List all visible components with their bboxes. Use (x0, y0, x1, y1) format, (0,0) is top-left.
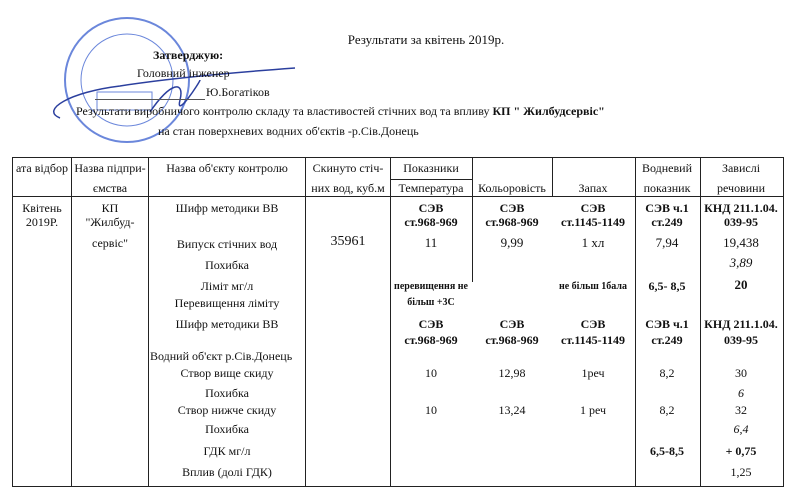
col-line (552, 157, 553, 197)
cell: 30 (735, 366, 747, 380)
col-line (700, 157, 701, 487)
cell: 6,5-8,5 (650, 444, 684, 458)
col-line (305, 157, 306, 487)
cell: 1,25 (730, 465, 752, 479)
cell: ст.249 (651, 215, 683, 229)
cell: КНД 211.1.04. (704, 201, 778, 215)
col-suspended: Завислі (721, 161, 761, 175)
subtitle-company: КП " Жилбудсервіс" (492, 104, 605, 118)
col-line (71, 157, 72, 487)
date-year: 2019Р. (25, 215, 59, 229)
cell: 6 (738, 386, 744, 400)
cell: 10 (425, 403, 437, 417)
cell: перевищення не (394, 281, 468, 292)
row-label: Випуск стічних вод (176, 237, 278, 251)
col-line (12, 157, 13, 487)
cell: 1реч (581, 366, 605, 380)
cell: 8,2 (659, 403, 675, 417)
cell: 1 реч (579, 403, 607, 417)
signatory-name: Ю.Богатіков (206, 85, 270, 99)
cell: 12,98 (498, 366, 526, 380)
cell: 1 хл (581, 235, 605, 250)
cell: СЭВ (418, 317, 444, 331)
signature-line (95, 99, 205, 100)
cell: ст.1145-1149 (561, 333, 625, 347)
cell: КНД 211.1.04. (704, 317, 778, 331)
row-label: Похибка (205, 258, 249, 272)
subtitle-text: Результати виробничого контролю складу та властивостей стічних вод та впливу (76, 104, 493, 118)
cell: СЭВ ч.1 (645, 201, 689, 215)
position-label: Головний інженер (137, 66, 230, 80)
cell: 6,5- 8,5 (648, 279, 686, 293)
cell: ст.249 (651, 333, 683, 347)
cell: СЭВ (580, 317, 606, 331)
cell: 039-95 (724, 215, 758, 229)
row-label: Ліміт мг/л (200, 279, 254, 293)
cell: 13,24 (498, 403, 526, 417)
cell: 10 (425, 366, 437, 380)
col-line (635, 157, 636, 487)
col-suspended-2: речовини (717, 181, 765, 195)
header-divider (390, 179, 473, 180)
cell: ст.968-969 (485, 333, 539, 347)
row-label: Водний об'єкт р.Сів.Донець (150, 349, 293, 363)
cell: ст.1145-1149 (561, 215, 625, 229)
cell: 20 (734, 277, 748, 292)
row-label: Похибка (205, 386, 249, 400)
col-object: Назва об'єкту контролю (166, 161, 288, 175)
cell: СЭВ (499, 201, 525, 215)
cell: 7,94 (655, 235, 679, 250)
col-discharged: Скинуто стіч- (312, 161, 384, 175)
col-smell: Запах (578, 181, 608, 195)
col-ph: Водневий (641, 161, 693, 175)
cell: більш +3С (407, 297, 455, 308)
col-color: Кольоровість (478, 181, 546, 195)
cell: 19,438 (723, 235, 759, 250)
col-date: ата відбор (16, 161, 68, 175)
approve-label: Затверджую: (153, 48, 224, 62)
header-bottom (12, 196, 784, 197)
subtitle (76, 104, 605, 118)
cell: ст.968-969 (485, 215, 539, 229)
col-line (783, 157, 784, 487)
cell: 9,99 (500, 235, 524, 250)
table-border-top (12, 157, 784, 158)
cell: СЭВ (418, 201, 444, 215)
company-name-3: сервіс" (91, 236, 129, 250)
cell: 32 (735, 403, 747, 417)
cell: СЭВ ч.1 (645, 317, 689, 331)
col-ph-2: показник (643, 181, 691, 195)
cell: 6,4 (733, 422, 749, 436)
col-company: Назва підпри- (74, 161, 146, 175)
row-label: Створ нижче скиду (177, 403, 277, 417)
row-label: Шифр методики ВВ (175, 317, 279, 331)
date-month: Квітень (22, 201, 62, 215)
cell: 3,89 (729, 255, 753, 270)
col-discharged-2: них вод, куб.м (311, 181, 385, 195)
cell: не більш 1бала (558, 281, 628, 292)
col-line (472, 157, 473, 282)
company-name-2: "Жилбуд- (85, 215, 135, 229)
row-label: Перевищення ліміту (174, 296, 280, 310)
row-label: Створ вище скиду (180, 366, 274, 380)
report-title: Результати за квітень 2019р. (347, 32, 505, 47)
cell: 039-95 (724, 333, 758, 347)
row-label: Шифр методики ВВ (175, 201, 279, 215)
col-line (390, 157, 391, 487)
col-indicators: Показники (403, 161, 459, 175)
cell: ст.968-969 (404, 333, 458, 347)
row-label: ГДК мг/л (203, 444, 251, 458)
cell: СЭВ (499, 317, 525, 331)
cell: 35961 (330, 234, 366, 249)
col-company-2: ємства (92, 181, 128, 195)
cell: 11 (424, 235, 438, 250)
cell: 8,2 (659, 366, 675, 380)
row-label: Вплив (долі ГДК) (182, 465, 272, 479)
row-label: Похибка (205, 422, 249, 436)
col-temperature: Температура (398, 181, 464, 195)
cell: СЭВ (580, 201, 606, 215)
table-border-bottom (12, 486, 784, 487)
company-name: КП (101, 201, 119, 215)
cell: ст.968-969 (404, 215, 458, 229)
col-line (148, 157, 149, 487)
subtitle-line2: на стан поверхневих водних об'єктів -р.Сів.Донець (158, 124, 419, 138)
cell: + 0,75 (725, 444, 757, 458)
